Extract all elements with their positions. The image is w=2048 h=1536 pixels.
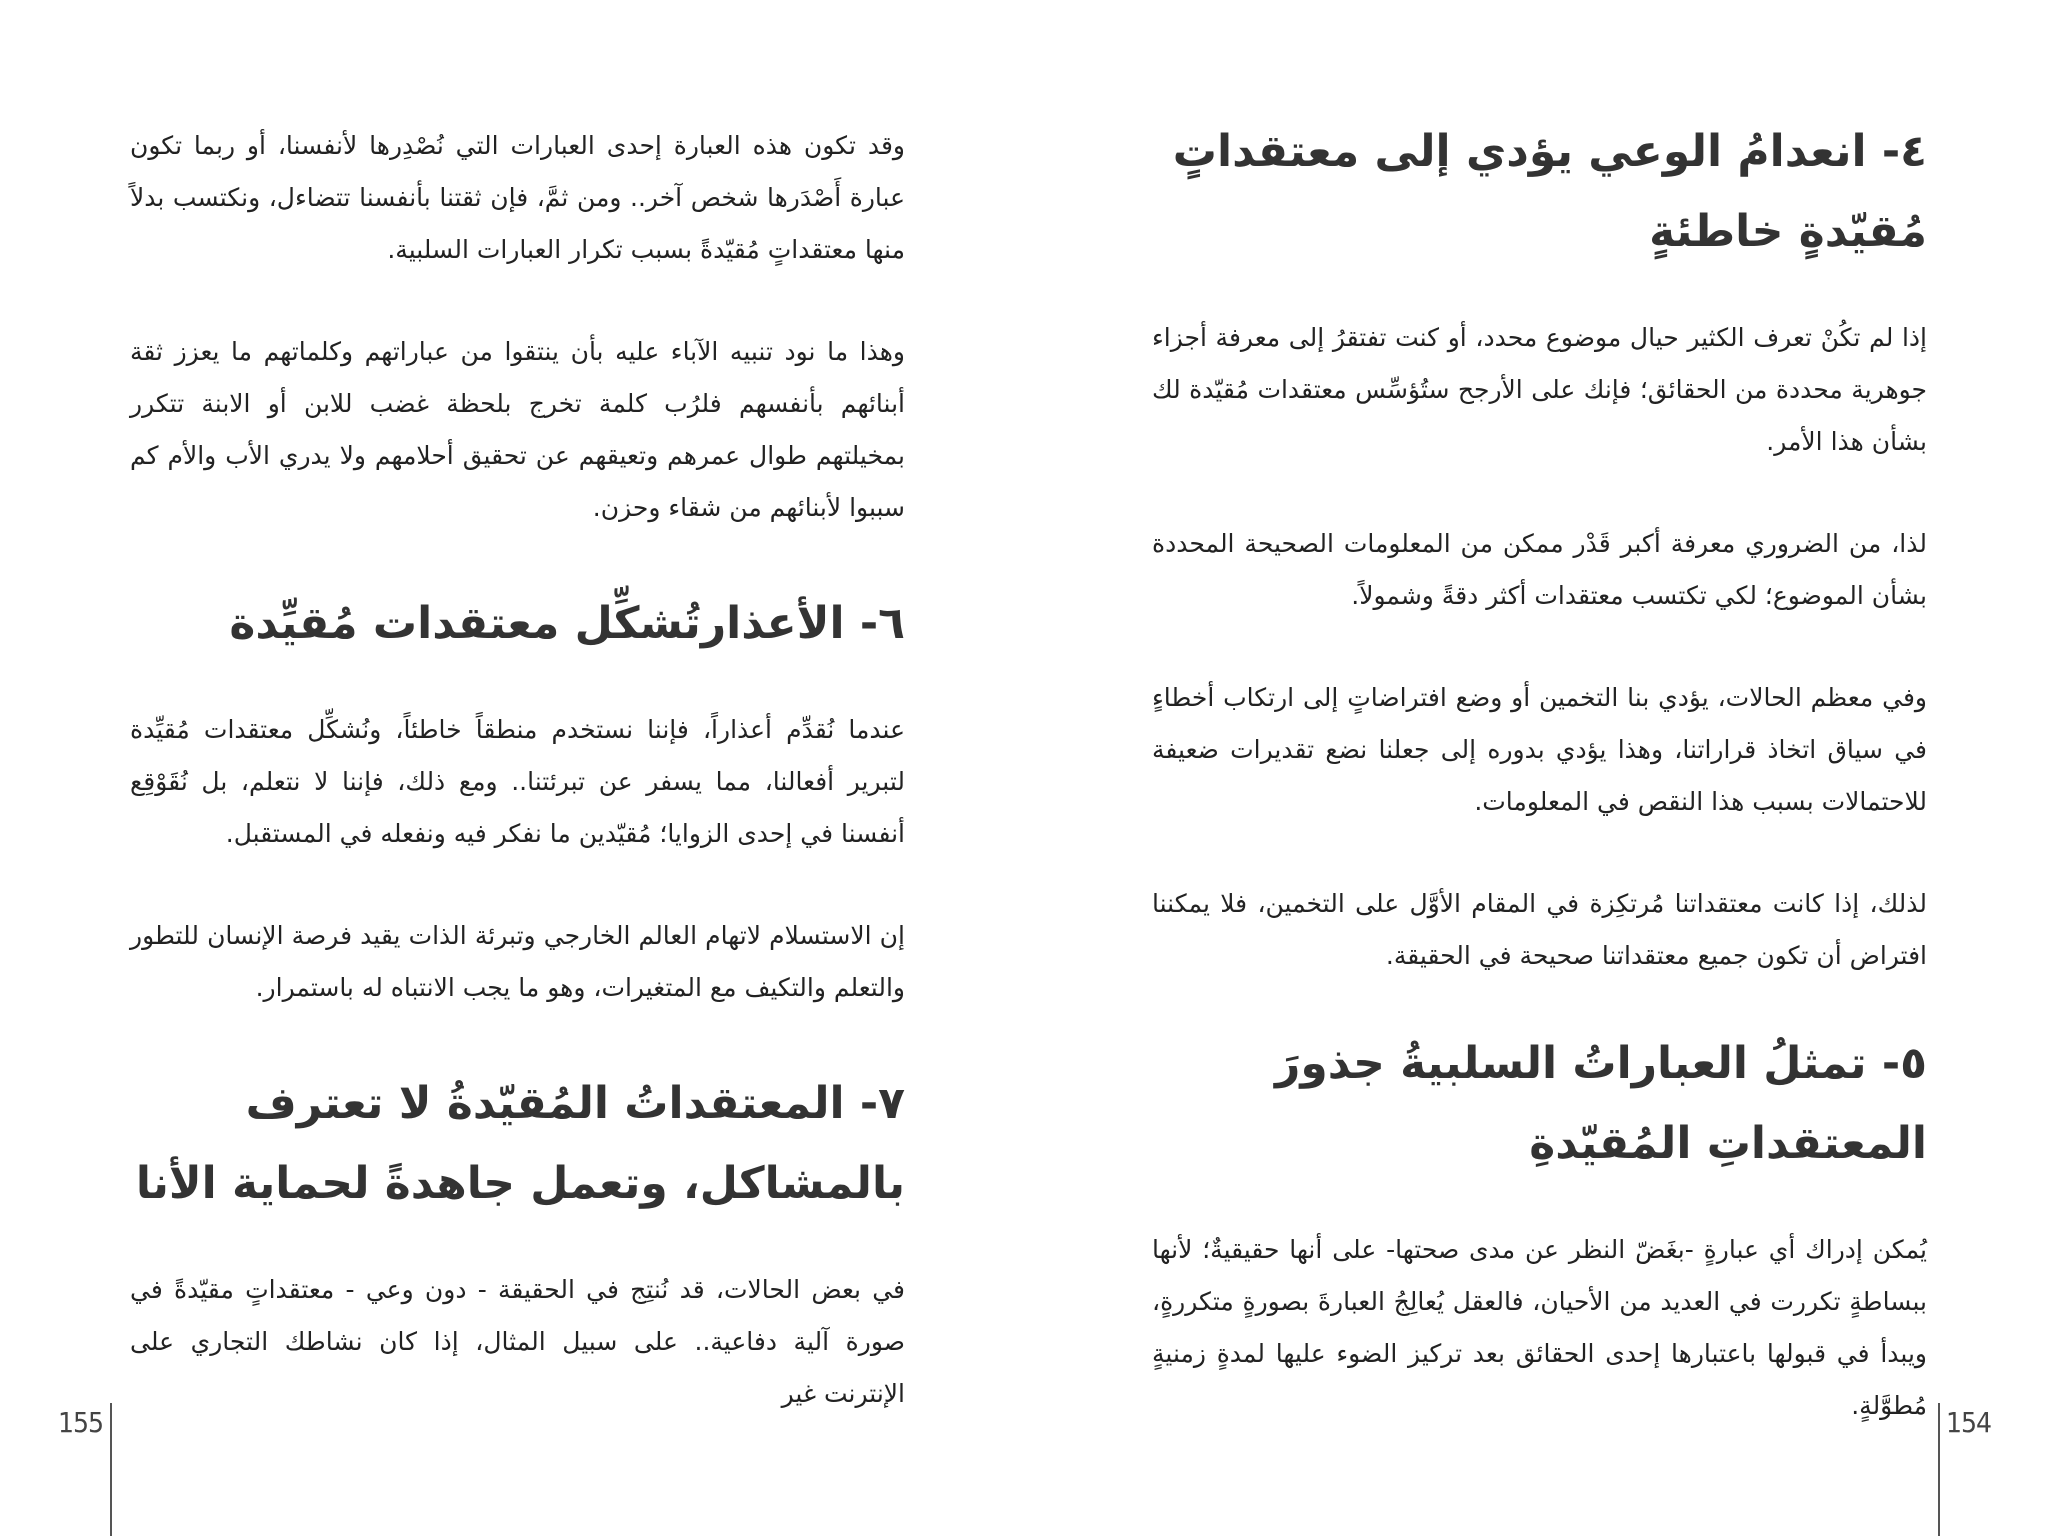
right-paragraph-5: يُمكن إدراك أي عبارةٍ -بغَضّ النظر عن مدى صحتها- على أنها حقيقيةٌ؛ لأنها ببساطةٍ تكررت في العديد من الأحيان، فالعقل يُعالِجُ العبارةَ بصورةٍ متكررةٍ، ويبدأ في قبولها باعتبارها إحدى الحقائق بعد تركيز الضوء عليها لمدةٍ زمنيةٍ مُطوَّلةٍ.	[1152, 1235, 1927, 1420]
left-paragraph-1: وقد تكون هذه العبارة إحدى العبارات التي نُصْدِرها لأنفسنا، أو ربما تكون عبارة أَصْدَرها شخص آخر.. ومن ثمَّ، فإن ثقتنا بأنفسنا تتضاءل، ونكتسب بدلاً منها معتقداتٍ مُقيّدةً بسبب تكرار العبارات السلبية.	[130, 131, 905, 264]
left-paragraph-3: عندما نُقدِّم أعذاراً، فإننا نستخدم منطقاً خاطئاً، ونُشكِّل معتقدات مُقيِّدة لتبرير أفعالنا، مما يسفر عن تبرئتنا.. ومع ذلك، فإننا لا نتعلم، بل نُقَوْقِع أنفسنا في إحدى الزوايا؛ مُقيّدين ما نفكر فيه ونفعله في المستقبل.	[130, 715, 905, 848]
right-paragraph-1: إذا لم تكُنْ تعرف الكثير حيال موضوع محدد، أو كنت تفتقرُ إلى معرفة أجزاء جوهرية محددة من الحقائق؛ فإنك على الأرجح ستُؤسِّس معتقدات مُقيّدة لك بشأن هذا الأمر.	[1152, 323, 1927, 456]
heading-section-7: ٧- المعتقداتُ المُقيّدةُ لا تعترف بالمشاكل، وتعمل جاهدةً لحماية الأنا	[135, 1078, 905, 1209]
page-rule-right	[1938, 1403, 1940, 1536]
page-number-right: 154	[1946, 1406, 1992, 1439]
right-paragraph-2: لذا، من الضروري معرفة أكبر قَدْر ممكن من المعلومات الصحيحة المحددة بشأن الموضوع؛ لكي تكتسب معتقدات أكثر دقةً وشمولاً.	[1152, 529, 1927, 610]
heading-section-6: ٦- الأعذارتُشكِّل معتقدات مُقيِّدة	[229, 598, 905, 649]
page-number-left: 155	[58, 1406, 104, 1439]
left-paragraph-4: إن الاستسلام لاتهام العالم الخارجي وتبرئة الذات يقيد فرصة الإنسان للتطور والتعلم والتكيف مع المتغيرات، وهو ما يجب الانتباه له باستمرار.	[130, 921, 905, 1002]
right-page-column	[1152, 120, 1927, 1482]
right-paragraph-3: وفي معظم الحالات، يؤدي بنا التخمين أو وضع افتراضاتٍ إلى ارتكاب أخطاءٍ في سياق اتخاذ قراراتنا، وهذا يؤدي بدوره إلى جعلنا نضع تقديرات ضعيفة للاحتمالات بسبب هذا النقص في المعلومات.	[1152, 683, 1927, 816]
heading-section-4: ٤- انعدامُ الوعي يؤدي إلى معتقداتٍ مُقيّدةٍ خاطئةٍ	[1172, 126, 1927, 257]
left-paragraph-5: في بعض الحالات، قد نُنتِج في الحقيقة - دون وعي - معتقداتٍ مقيّدةً في صورة آلية دفاعية.. على سبيل المثال، إذا كان نشاطك التجاري على الإنترنت غير	[130, 1275, 905, 1408]
left-paragraph-2: وهذا ما نود تنبيه الآباء عليه بأن ينتقوا من عباراتهم وكلماتهم ما يعزز ثقة أبنائهم بأنفسهم فلرُب كلمة تخرج بلحظة غضب للابن أو الابنة تتكرر بمخيلتهم طوال عمرهم وتعيقهم عن تحقيق أحلامهم ولا يدري الأب والأم كم سببوا لأبنائهم من شقاء وحزن.	[130, 337, 905, 522]
right-paragraph-4: لذلك، إذا كانت معتقداتنا مُرتكِزة في المقام الأوَّل على التخمين، فلا يمكننا افتراض أن تكون جميع معتقداتنا صحيحة في الحقيقة.	[1152, 889, 1927, 970]
page-rule-left	[110, 1403, 112, 1536]
heading-section-5: ٥- تمثلُ العباراتُ السلبيةُ جذورَ المعتقداتِ المُقيّدةِ	[1275, 1038, 1927, 1169]
left-page-column	[130, 120, 905, 1470]
